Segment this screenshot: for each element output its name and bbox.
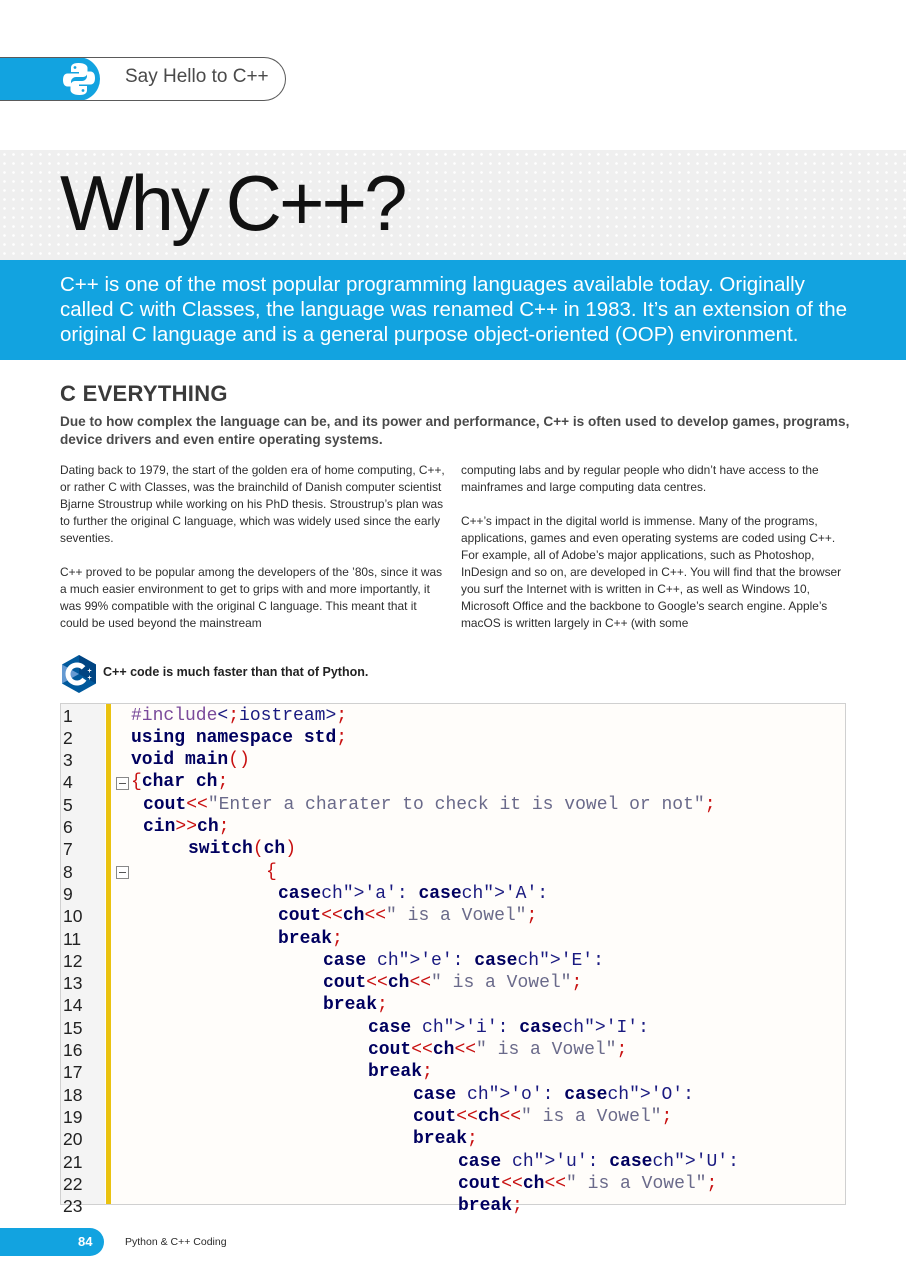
line-number: 1 [63, 705, 73, 726]
cpp-logo-icon [60, 654, 98, 694]
line-number: 8 [63, 861, 73, 882]
page-title: Why C++? [60, 159, 405, 247]
line-number: 15 [63, 1017, 83, 1038]
line-number: 10 [63, 906, 83, 927]
code-line: #include<;iostream>; [131, 705, 348, 726]
code-line: break; [413, 1129, 478, 1150]
line-number: 20 [63, 1129, 83, 1150]
code-line: case ch">'o': casech">'O': [413, 1084, 694, 1105]
section-heading: C EVERYTHING [60, 381, 228, 406]
line-number: 14 [63, 995, 83, 1016]
code-line: {char ch; [131, 772, 229, 793]
line-number: 6 [63, 817, 73, 837]
line-number: 7 [63, 839, 73, 860]
code-screenshot [60, 703, 846, 1217]
svg-text:+: + [87, 668, 92, 675]
fold-toggle-icon [116, 777, 129, 790]
page-number: 84 [78, 1234, 93, 1249]
code-line: cout<<ch<<" is a Vowel"; [413, 1106, 673, 1127]
code-line: cout<<"Enter a charater to check it is vowel or not"; [143, 794, 716, 815]
body-paragraph: Dating back to 1979, the start of the golden era of home computing, C++, or rather C with Classes, was the brainchild of Danish computer scientist Bjarne Stroustrup while working on his PhD thesis. Stroustrup’s plan was to further the original C language, which was widely used since the early seventies. [60, 463, 445, 545]
line-number: 13 [63, 973, 83, 994]
code-line: case ch">'i': casech">'I': [368, 1017, 649, 1038]
code-line: cout<<ch<<" is a Vowel"; [278, 906, 538, 927]
code-line: void main() [131, 750, 250, 771]
line-number: 4 [63, 772, 73, 793]
tip-text: C++ code is much faster than that of Python. [103, 665, 369, 679]
code-line: cin>>ch; [143, 817, 230, 837]
line-number: 5 [63, 794, 73, 815]
code-line: break; [368, 1062, 433, 1083]
code-line: cout<<ch<<" is a Vowel"; [458, 1173, 718, 1194]
change-bar [106, 704, 111, 1204]
code-line: break; [458, 1196, 523, 1217]
fold-toggle-icon [116, 866, 129, 879]
code-line: break; [323, 995, 388, 1016]
line-number: 18 [63, 1084, 83, 1105]
line-number: 19 [63, 1106, 83, 1127]
section-standfirst: Due to how complex the language can be, and its power and performance, C++ is often used to develop games, programs, device drivers and even entire operating systems. [60, 414, 850, 447]
header-title: Say Hello to C++ [125, 66, 269, 87]
body-column-right [461, 462, 847, 632]
body-column-left [60, 462, 446, 632]
code-line: using namespace std; [131, 727, 348, 748]
line-number: 17 [63, 1062, 83, 1083]
line-number: 2 [63, 727, 73, 748]
code-line: casech">'a': casech">'A': [278, 883, 549, 904]
code-line: case ch">'u': casech">'U': [458, 1151, 739, 1172]
line-number: 22 [63, 1173, 83, 1194]
code-line: switch(ch) [188, 839, 297, 860]
body-paragraph: C++’s impact in the digital world is immense. Many of the programs, applications, games and even operating systems are coded using C++. For example, all of Adobe’s major applications, such as Photoshop, InDesign and so on, are developed in C++. You will find that the browser you surf the Internet with is written in C++, as well as Windows 10, Microsoft Office and the backbone to Google’s search engine. Apple’s macOS is written largely in C++ (with some [461, 514, 842, 630]
python-logo-icon [54, 58, 104, 100]
line-number: 23 [63, 1196, 83, 1217]
code-line: { [266, 861, 277, 882]
body-paragraph: computing labs and by regular people who didn’t have access to the mainframes and large computing data centres. [461, 463, 819, 494]
intro-text: C++ is one of the most popular programming languages available today. Originally called C with Classes, the language was renamed C++ in 1983. It’s an extension of the original C language and is a general purpose object-oriented (OOP) environment. [60, 273, 848, 346]
body-paragraph: C++ proved to be popular among the developers of the ’80s, since it was a much easier environment to get to grips with and more importantly, it was 99% compatible with the original C language. This meant that it could be used beyond the mainstream [60, 565, 443, 630]
footer-title: Python & C++ Coding [125, 1236, 227, 1248]
code-line: cout<<ch<<" is a Vowel"; [323, 973, 583, 994]
line-number: 21 [63, 1151, 83, 1172]
line-number: 11 [63, 928, 82, 949]
line-number: 12 [63, 950, 83, 971]
line-number: 3 [63, 750, 73, 771]
svg-text:+: + [87, 675, 92, 682]
line-number: 16 [63, 1040, 83, 1060]
code-line: case ch">'e': casech">'E': [323, 950, 604, 971]
code-line: cout<<ch<<" is a Vowel"; [368, 1040, 628, 1060]
code-line: break; [278, 928, 343, 949]
line-number: 9 [63, 883, 73, 904]
